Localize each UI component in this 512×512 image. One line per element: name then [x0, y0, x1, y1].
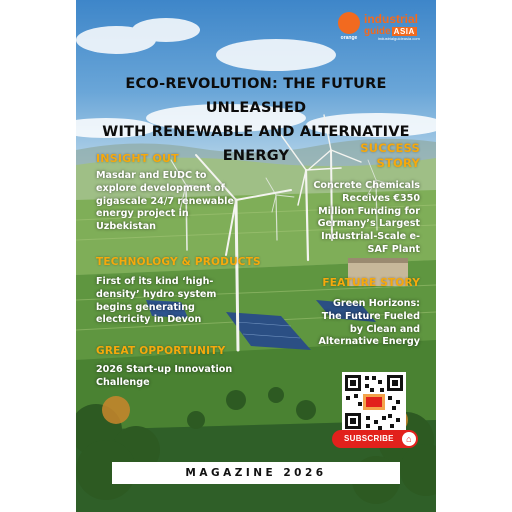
success-line: Concrete Chemicals	[313, 180, 420, 191]
qr-code-icon[interactable]	[342, 372, 406, 432]
success-line: SAF Plant	[367, 243, 420, 255]
technology-line: electricity in Devon	[96, 314, 202, 326]
subscribe-button[interactable]	[332, 430, 418, 448]
headline-line-2: WITH RENEWABLE AND ALTERNATIVE ENERGY	[102, 124, 410, 164]
success-line: Receives €350	[342, 192, 420, 204]
logo-word-industrial: industrial	[364, 12, 419, 26]
logo-orange-text: orange	[340, 35, 358, 41]
home-icon: ⌂	[402, 432, 416, 446]
logo-url: industrialguideasia.com	[378, 36, 420, 41]
headline-line-1: ECO-REVOLUTION: THE FUTURE UNLEASHED	[125, 76, 387, 116]
opportunity-line: Challenge	[96, 376, 150, 388]
success-line: Germany’s Largest	[317, 218, 420, 230]
feature-story-text[interactable]	[280, 298, 420, 349]
feature-line: Green Horizons:	[333, 298, 420, 309]
success-title-line-2: STORY	[376, 156, 420, 170]
orange-logo-icon	[338, 12, 360, 34]
technology-products-title: TECHNOLOGY & PRODUCTS	[96, 256, 261, 268]
insight-line: Masdar and EUDC to	[96, 170, 207, 181]
success-story-title	[360, 141, 420, 171]
feature-line: by Clean and	[349, 323, 420, 335]
logo-word-asia: ASIA	[393, 27, 415, 36]
technology-line: begins generating	[96, 301, 195, 313]
technology-line: density’ hydro system	[96, 288, 217, 300]
insight-out-text[interactable]	[96, 170, 256, 234]
technology-line: First of its kind ‘high-	[96, 276, 214, 287]
logo-word-guide: guide	[364, 26, 391, 37]
magazine-cover	[76, 0, 436, 512]
feature-story-title: FEATURE STORY	[322, 277, 420, 289]
success-line: Million Funding for	[318, 205, 420, 217]
subscribe-label: SUBSCRIBE	[344, 434, 394, 443]
success-story-text[interactable]	[280, 180, 420, 257]
insight-line: gigascale 24/7 renewable	[96, 195, 234, 207]
insight-line: energy project in	[96, 208, 189, 220]
insight-line: explore development of	[96, 182, 225, 194]
success-line: Industrial-Scale e-	[321, 231, 420, 243]
great-opportunity-text[interactable]	[96, 364, 256, 390]
great-opportunity-title: GREAT OPPORTUNITY	[96, 345, 226, 357]
success-title-line-1: SUCCESS	[360, 141, 420, 155]
industrial-guide-asia-logo[interactable]	[338, 12, 430, 44]
insight-out-title: INSIGHT OUT	[96, 152, 179, 165]
feature-line: Alternative Energy	[318, 336, 420, 348]
feature-line: The Future Fueled	[321, 310, 420, 322]
insight-line: Uzbekistan	[96, 221, 157, 233]
technology-products-text[interactable]	[96, 276, 256, 327]
opportunity-line: 2026 Start-up Innovation	[96, 364, 233, 375]
magazine-banner: MAGAZINE 2026	[112, 462, 400, 484]
